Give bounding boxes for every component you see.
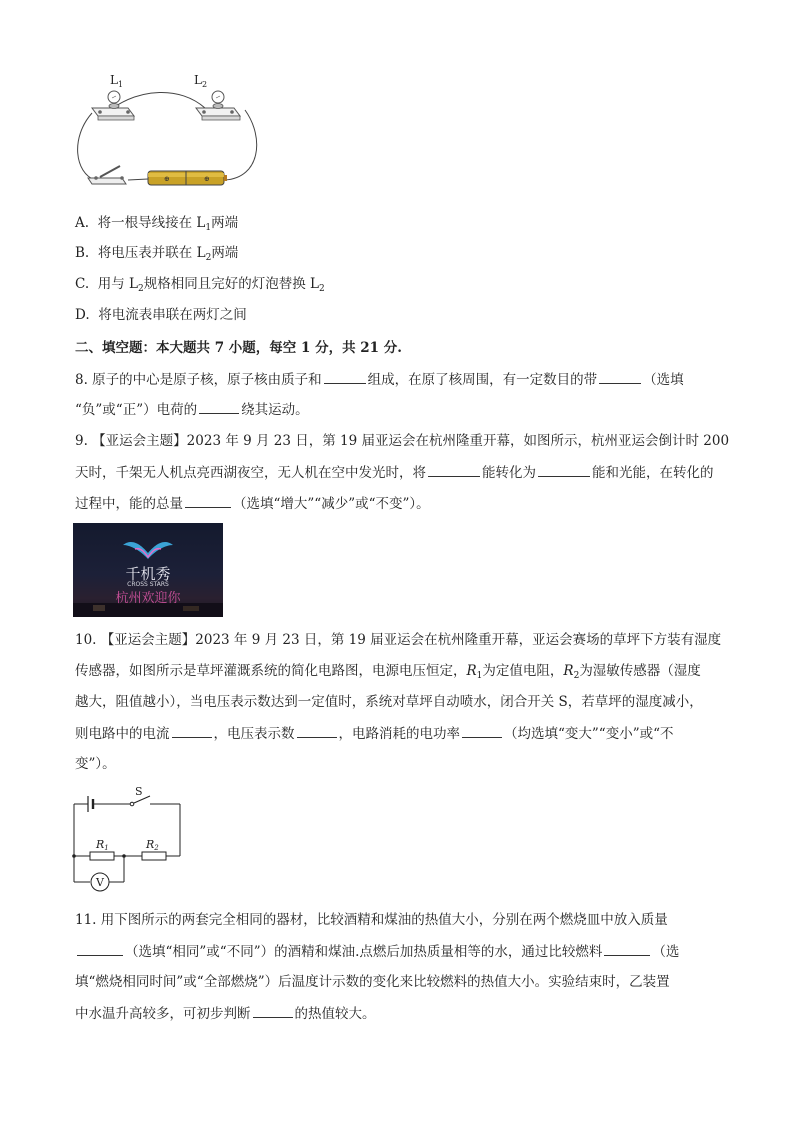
blank-11-2[interactable] [604,941,650,956]
option-a[interactable]: A. 将一根导线接在 $L_1$两端 [75,215,239,233]
blank-8-3[interactable] [199,399,239,414]
drone-show-photo [73,523,223,617]
option-c[interactable]: C. 用与 $L_2$规格相同且完好的灯泡替换 $L_2$ [75,276,325,294]
blank-9-2[interactable] [538,462,590,477]
switch-lever [100,166,120,177]
irrigation-circuit-diagram [68,786,188,894]
blank-10-1[interactable] [172,723,212,738]
question-8-line1: 8. 原子的中心是原子核，原子核由质子和 组成，在原了核周围，有一定数目的带 （选填 [75,369,684,390]
label-L2: L [194,73,202,87]
section-title-fill-in: 二、填空题：本大题共 7 小题，每空 1 分，共 21 分. [75,340,402,356]
label-L1: L [110,73,118,87]
svg-text:S: S [135,786,143,798]
question-11-line2: （选填“相同”或“不同”）的酒精和煤油.点燃后加热质量相等的水，通过比较燃料 （选 [75,941,679,962]
photo-subtitle: CROSS STARS [127,581,169,588]
question-10-line4: 则电路中的电流 ，电压表示数 ，电路消耗的电功率 （均选填“变大”“变小”或“不 [75,723,674,744]
svg-text:R1: R1 [96,838,109,852]
question-9-line3: 过程中，能的总量 （选填“增大”“减少”或“不变”）。 [75,493,430,514]
blank-11-3[interactable] [253,1003,293,1018]
question-10-line3: 越大，阻值越小），当电压表示数达到一定值时，系统对草坪自动喷水，闭合开关 S，若草坪的湿度减小， [75,694,703,710]
question-8-line2: “负”或“正”）电荷的 绕其运动。 [75,399,309,420]
series-circuit-figure [70,68,270,193]
svg-text:V: V [96,876,104,889]
resistor-R1 [90,852,114,860]
blank-10-2[interactable] [297,723,337,738]
question-10-line5: 变”）。 [75,756,116,772]
svg-text:L2: $L_2$ [194,73,208,89]
question-11-line1: 11. 用下图所示的两套完全相同的器材，比较酒精和煤油的热值大小，分别在两个燃烧皿中放入质量 [75,912,668,928]
question-10-line2: 传感器，如图所示是草坪灌溉系统的简化电路图，电源电压恒定，$R_1$为定值电阻，$R_2$为湿敏传感器（湿度 [75,663,701,681]
question-9-line1: 9. 【亚运会主题】2023 年 9 月 23 日，第 19 届亚运会在杭州隆重开幕，如图所示，杭州亚运会倒计时 200 [75,433,730,449]
svg-text:R2: R2 [146,838,159,852]
question-10-line1: 10. 【亚运会主题】2023 年 9 月 23 日，第 19 届亚运会在杭州隆重开幕，亚运会赛场的草坪下方装有湿度 [75,632,722,648]
svg-text:L1: $L_1$ [110,73,124,89]
blank-8-2[interactable] [599,369,641,384]
photo-welcome: 杭州欢迎你 [115,591,181,606]
option-d[interactable]: D. 将电流表串联在两灯之间 [75,307,247,323]
blank-8-1[interactable] [324,369,366,384]
blank-11-1[interactable] [77,941,123,956]
photo-title: 千机秀 [125,565,171,583]
option-b[interactable]: B. 将电压表并联在 $L_2$两端 [75,245,239,263]
question-11-line3: 填“燃烧相同时间”或“全部燃烧”）后温度计示数的变化来比较燃料的热值大小。实验结束时，乙装置 [75,974,670,990]
blank-9-1[interactable] [428,462,480,477]
question-11-line4: 中水温升高较多，可初步判断 的热值较大。 [75,1003,376,1024]
svg-text:⊕: ⊕ [164,175,170,183]
question-9-line2: 天时，千架无人机点亮西湖夜空，无人机在空中发光时，将 能转化为 能和光能，在转化的 [75,462,714,483]
svg-text:⊕: ⊕ [204,175,210,183]
blank-10-3[interactable] [462,723,502,738]
blank-9-3[interactable] [185,493,231,508]
resistor-R2 [142,852,166,860]
